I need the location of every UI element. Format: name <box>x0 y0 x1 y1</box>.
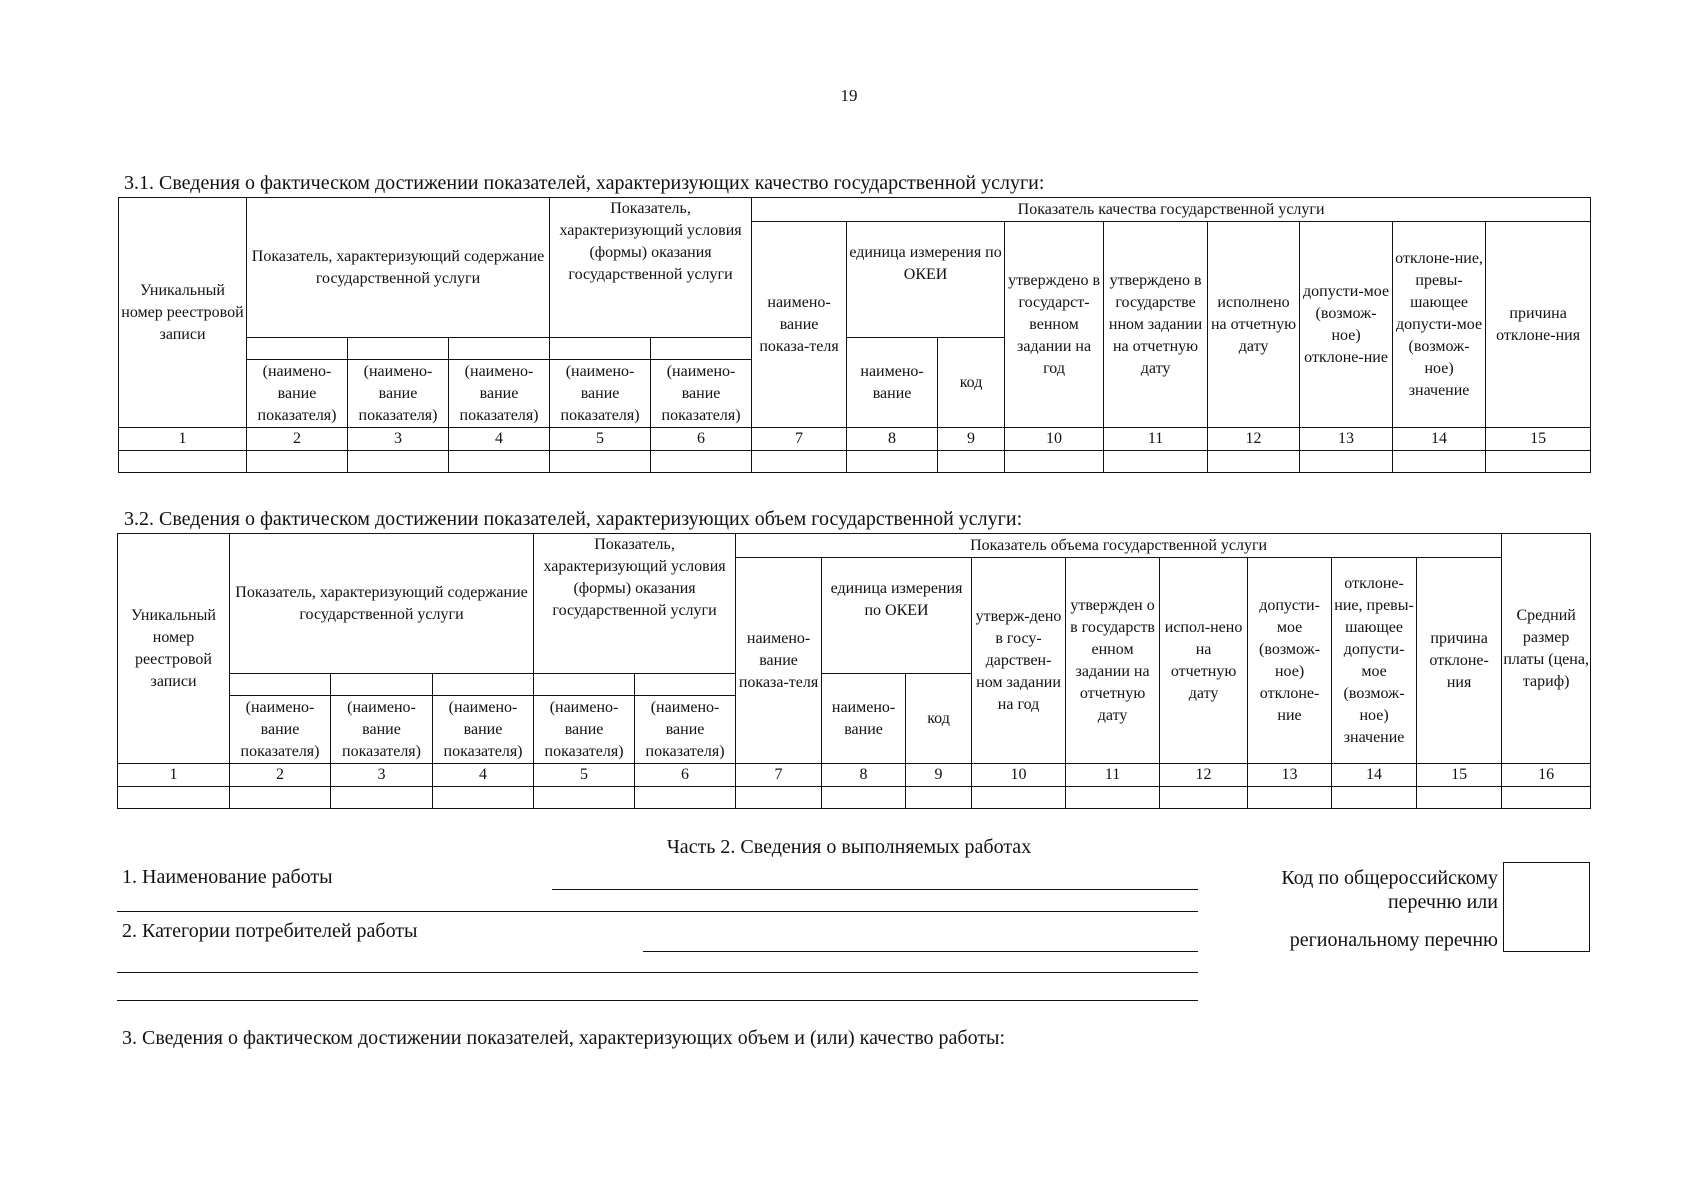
column-number: 6 <box>635 764 736 787</box>
data-cell[interactable] <box>822 787 906 809</box>
data-cell[interactable] <box>938 451 1005 473</box>
blank-cell <box>433 674 534 696</box>
column-number: 7 <box>736 764 822 787</box>
code-label-line-2: перечню или <box>1387 891 1498 913</box>
data-cell[interactable] <box>331 787 433 809</box>
quality-indicators-table <box>118 197 1591 473</box>
data-cell[interactable] <box>1160 787 1248 809</box>
column-number: 1 <box>119 428 247 451</box>
header-approved-date: утверждено в государстве нном задании на отчетную дату <box>1104 222 1208 428</box>
work-name-line-2[interactable] <box>117 911 1198 912</box>
data-cell[interactable] <box>635 787 736 809</box>
blank-cell <box>230 674 331 696</box>
data-cell[interactable] <box>906 787 972 809</box>
column-number: 3 <box>348 428 449 451</box>
data-cell[interactable] <box>1104 451 1208 473</box>
column-number: 9 <box>938 428 1005 451</box>
data-cell[interactable] <box>736 787 822 809</box>
header-unique-number: Уникальный номер реестровой записи <box>118 534 230 764</box>
data-cell[interactable] <box>1066 787 1160 809</box>
table-row <box>118 787 1591 809</box>
header-sub-indicator: (наимено-вание показателя) <box>230 696 331 764</box>
data-cell[interactable] <box>119 451 247 473</box>
data-cell[interactable] <box>1332 787 1417 809</box>
column-number: 1 <box>118 764 230 787</box>
header-unit-code: код <box>938 338 1005 428</box>
code-label-line-3: региональному перечню <box>1289 929 1498 951</box>
consumers-line-2[interactable] <box>117 972 1198 973</box>
data-cell[interactable] <box>1248 787 1332 809</box>
header-executed: испол-нено на отчетную дату <box>1160 558 1248 764</box>
data-cell[interactable] <box>972 787 1066 809</box>
data-cell[interactable] <box>230 787 331 809</box>
header-unit-name: наимено-вание <box>847 338 938 428</box>
consumers-line-3[interactable] <box>117 1000 1198 1001</box>
header-sub-indicator: (наимено-вание показателя) <box>635 696 736 764</box>
header-okei-unit: единица измерения по ОКЕИ <box>847 222 1005 338</box>
blank-cell <box>331 674 433 696</box>
section-3-1-heading: 3.1. Сведения о фактическом достижении показателей, характеризующих качество государственной услуги: <box>124 172 1045 194</box>
data-cell[interactable] <box>1417 787 1502 809</box>
column-number: 8 <box>822 764 906 787</box>
data-cell[interactable] <box>847 451 938 473</box>
consumers-line[interactable] <box>643 951 1198 952</box>
data-cell[interactable] <box>348 451 449 473</box>
blank-cell <box>348 338 449 360</box>
data-cell[interactable] <box>449 451 550 473</box>
column-number: 8 <box>847 428 938 451</box>
header-quality-indicator: Показатель качества государственной услуги <box>752 198 1591 222</box>
data-cell[interactable] <box>651 451 752 473</box>
header-conditions-indicator: Показатель, характеризующий условия (формы) оказания государственной услуги <box>550 198 752 338</box>
table-row <box>119 451 1591 473</box>
header-sub-indicator: (наимено-вание показателя) <box>433 696 534 764</box>
blank-cell <box>247 338 348 360</box>
data-cell[interactable] <box>1300 451 1393 473</box>
blank-cell <box>534 674 635 696</box>
column-number: 10 <box>1005 428 1104 451</box>
column-number: 13 <box>1248 764 1332 787</box>
column-number: 4 <box>433 764 534 787</box>
consumers-label: 2. Категории потребителей работы <box>122 920 418 942</box>
data-cell[interactable] <box>752 451 847 473</box>
header-unit-code: код <box>906 674 972 764</box>
data-cell[interactable] <box>118 787 230 809</box>
part-2-title: Часть 2. Сведения о выполняемых работах <box>666 836 1032 858</box>
header-sub-indicator: (наимено-вание показателя) <box>247 360 348 428</box>
volume-indicators-table <box>117 533 1591 809</box>
blank-cell <box>550 338 651 360</box>
blank-cell <box>651 338 752 360</box>
data-cell[interactable] <box>1486 451 1591 473</box>
registry-code-box[interactable] <box>1503 862 1590 952</box>
header-indicator-name: наимено-вание показа-теля <box>752 222 847 428</box>
work-name-line[interactable] <box>552 889 1198 890</box>
header-sub-indicator: (наимено-вание показателя) <box>348 360 449 428</box>
column-number: 14 <box>1332 764 1417 787</box>
column-number: 15 <box>1486 428 1591 451</box>
header-conditions-indicator: Показатель, характеризующий условия (формы) оказания государственной услуги <box>534 534 736 674</box>
header-sub-indicator: (наимено-вание показателя) <box>550 360 651 428</box>
column-number: 12 <box>1208 428 1300 451</box>
column-number: 2 <box>230 764 331 787</box>
data-cell[interactable] <box>1005 451 1104 473</box>
column-number: 16 <box>1502 764 1591 787</box>
header-deviation-reason: причина отклоне-ния <box>1417 558 1502 764</box>
header-average-fee: Средний размер платы (цена, тариф) <box>1502 534 1591 764</box>
header-allowed-deviation: допусти-мое (возмож-ное) отклоне-ние <box>1300 222 1393 428</box>
header-sub-indicator: (наимено-вание показателя) <box>449 360 550 428</box>
data-cell[interactable] <box>550 451 651 473</box>
section-3-heading: 3. Сведения о фактическом достижении показателей, характеризующих объем и (или) качество работы: <box>122 1027 1006 1049</box>
header-approved-year: утверж-дено в госу-дарствен-ном задании на год <box>972 558 1066 764</box>
header-exceeding-deviation: отклоне-ние, превы-шающее допусти-мое (возмож-ное) значение <box>1332 558 1417 764</box>
page-number: 19 <box>840 86 858 105</box>
header-indicator-name: наимено-вание показа-теля <box>736 558 822 764</box>
column-number: 10 <box>972 764 1066 787</box>
data-cell[interactable] <box>247 451 348 473</box>
column-number: 5 <box>534 764 635 787</box>
header-sub-indicator: (наимено-вание показателя) <box>534 696 635 764</box>
data-cell[interactable] <box>433 787 534 809</box>
column-number: 12 <box>1160 764 1248 787</box>
column-number: 15 <box>1417 764 1502 787</box>
data-cell[interactable] <box>1502 787 1591 809</box>
section-3-2-heading: 3.2. Сведения о фактическом достижении показателей, характеризующих объем государственной услуги: <box>124 508 1023 530</box>
column-number: 11 <box>1066 764 1160 787</box>
header-content-indicator: Показатель, характеризующий содержание государственной услуги <box>247 198 550 338</box>
header-sub-indicator: (наимено-вание показателя) <box>651 360 752 428</box>
header-sub-indicator: (наимено-вание показателя) <box>331 696 433 764</box>
column-number: 4 <box>449 428 550 451</box>
column-number: 7 <box>752 428 847 451</box>
header-allowed-deviation: допусти-мое (возмож-ное) отклоне-ние <box>1248 558 1332 764</box>
column-number: 6 <box>651 428 752 451</box>
work-name-label: 1. Наименование работы <box>122 866 333 888</box>
column-number: 9 <box>906 764 972 787</box>
header-volume-indicator: Показатель объема государственной услуги <box>736 534 1502 558</box>
header-approved-date: утвержден о в государств енном задании на отчетную дату <box>1066 558 1160 764</box>
header-unit-name: наимено-вание <box>822 674 906 764</box>
column-number: 13 <box>1300 428 1393 451</box>
column-number: 11 <box>1104 428 1208 451</box>
code-label-line-1: Код по общероссийскому <box>1281 867 1498 889</box>
header-okei-unit: единица измерения по ОКЕИ <box>822 558 972 674</box>
header-exceeding-deviation: отклоне-ние, превы-шающее допусти-мое (возмож-ное) значение <box>1393 222 1486 428</box>
data-cell[interactable] <box>1208 451 1300 473</box>
column-number: 2 <box>247 428 348 451</box>
column-number: 14 <box>1393 428 1486 451</box>
blank-cell <box>635 674 736 696</box>
header-unique-number: Уникальный номер реестровой записи <box>119 198 247 428</box>
header-deviation-reason: причина отклоне-ния <box>1486 222 1591 428</box>
data-cell[interactable] <box>534 787 635 809</box>
header-content-indicator: Показатель, характеризующий содержание государственной услуги <box>230 534 534 674</box>
header-executed: исполнено на отчетную дату <box>1208 222 1300 428</box>
column-number: 3 <box>331 764 433 787</box>
blank-cell <box>449 338 550 360</box>
data-cell[interactable] <box>1393 451 1486 473</box>
header-approved-year: утверждено в государст-венном задании на год <box>1005 222 1104 428</box>
column-number: 5 <box>550 428 651 451</box>
